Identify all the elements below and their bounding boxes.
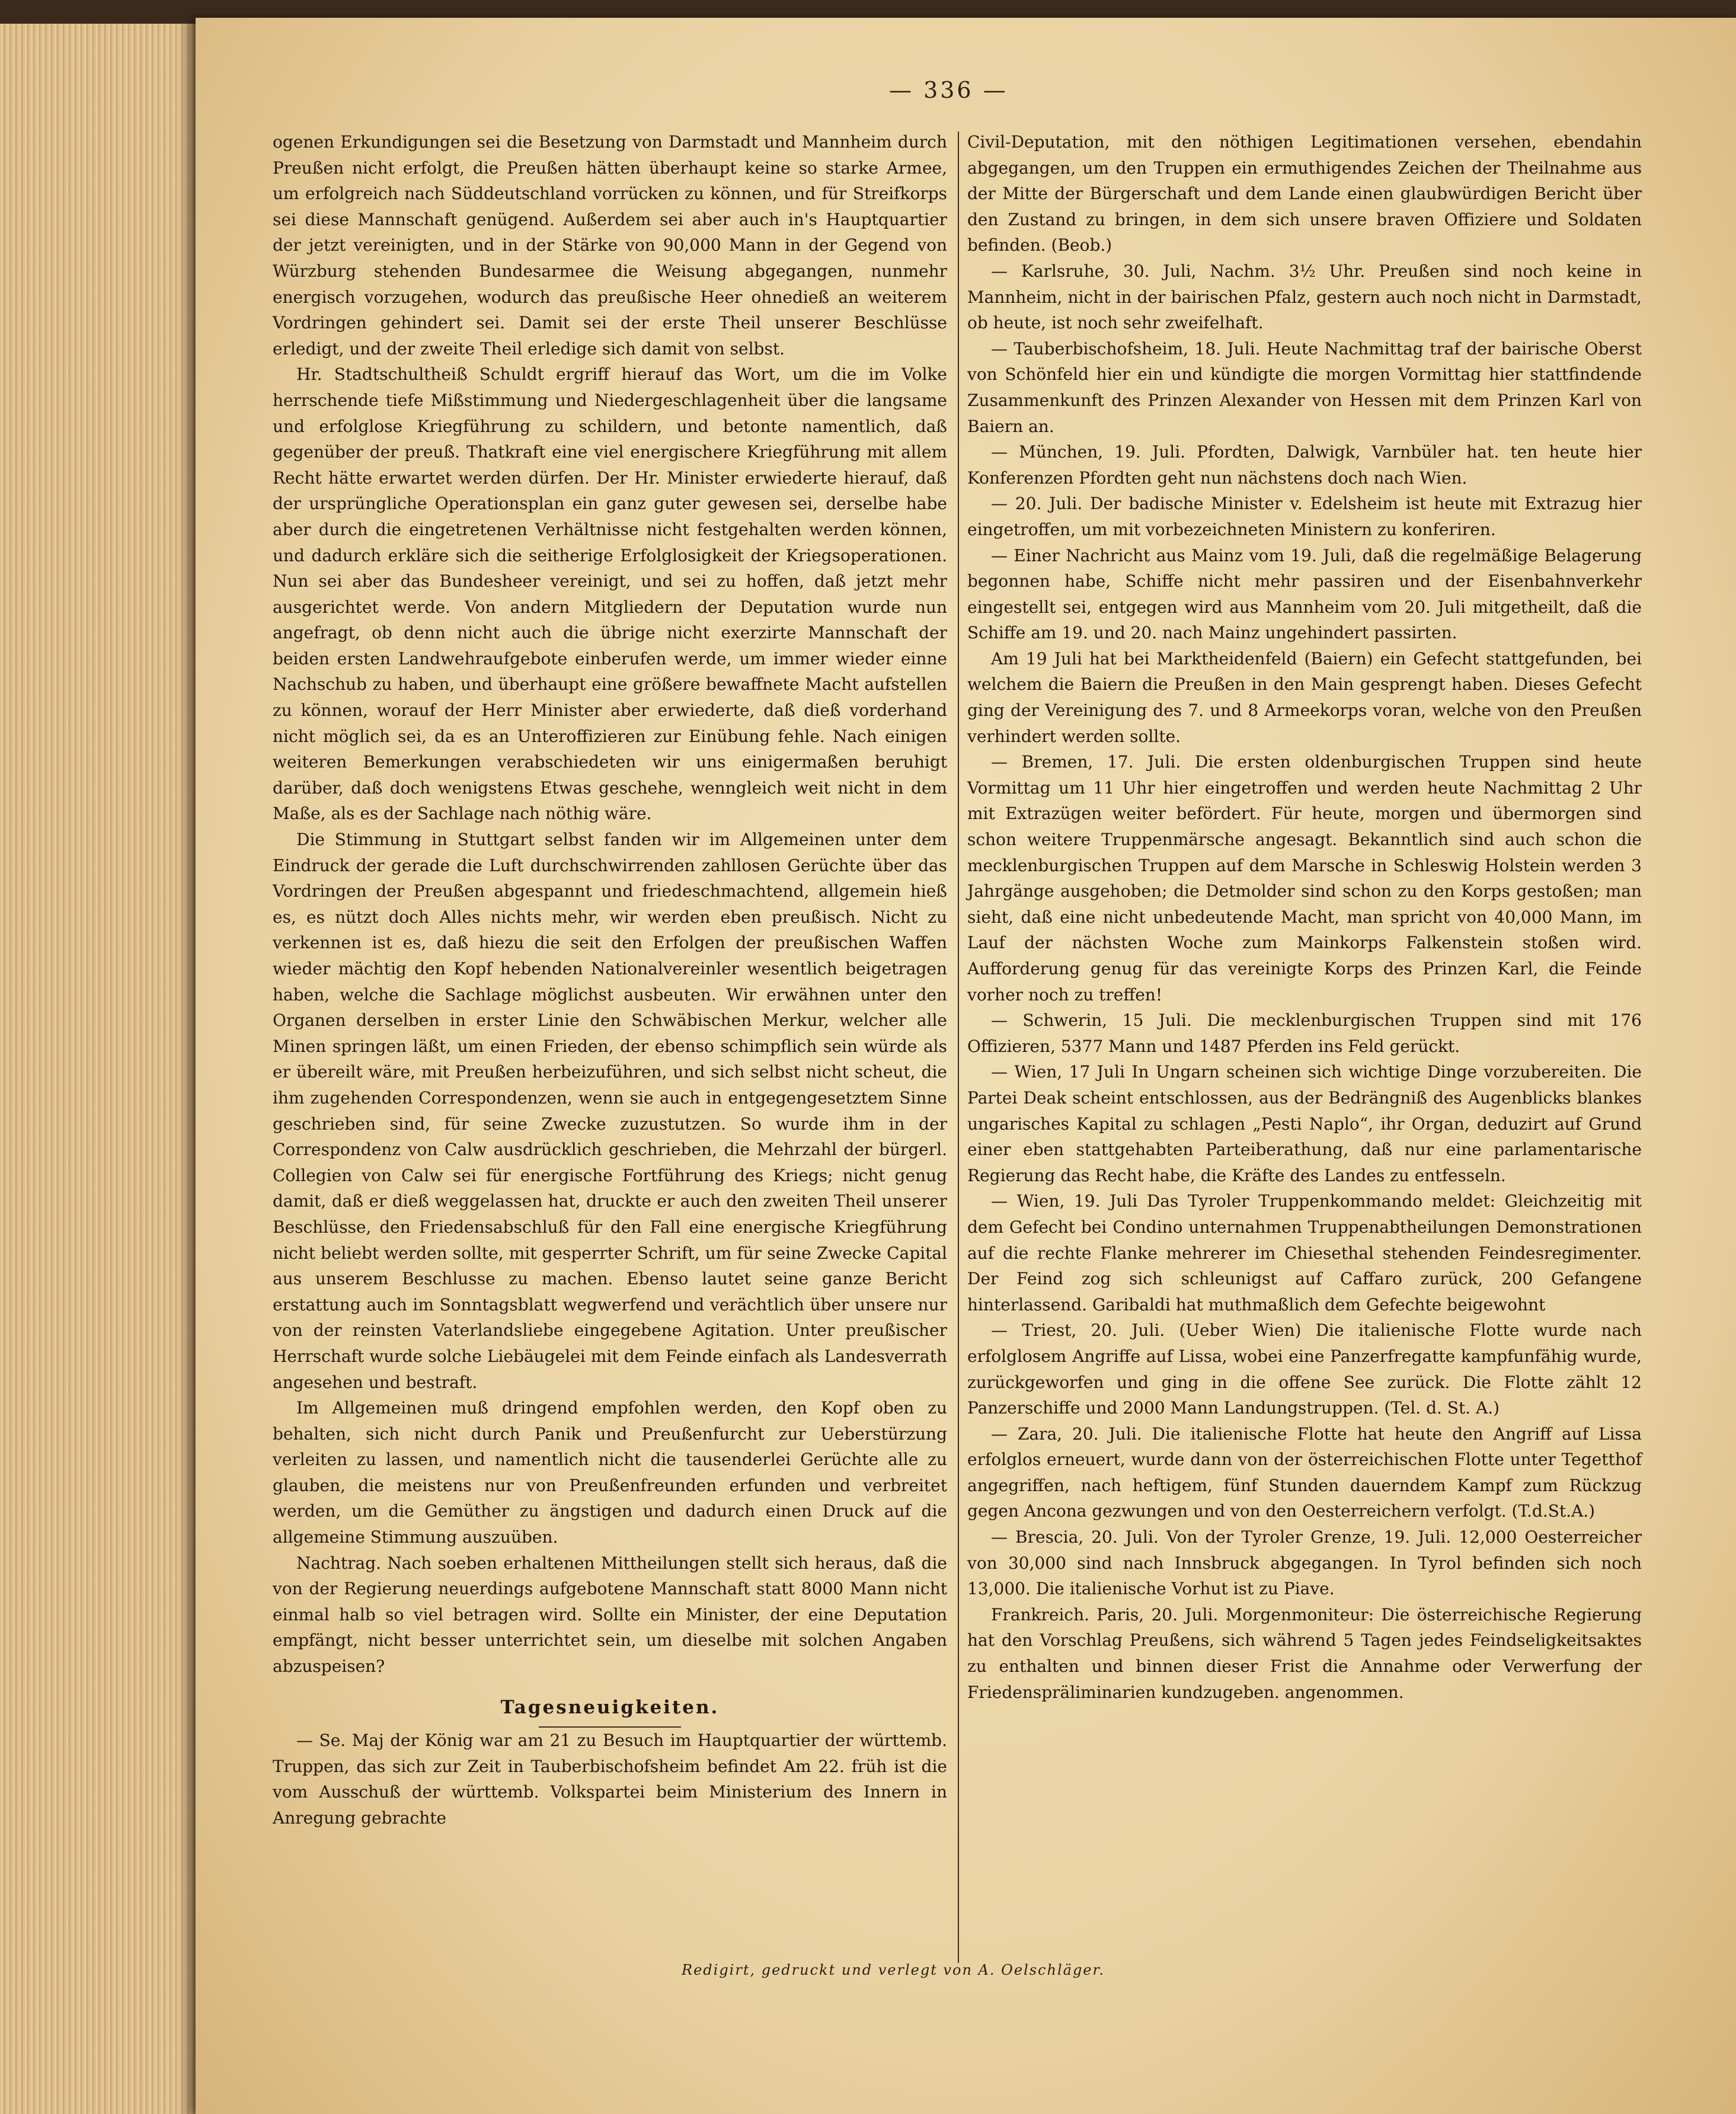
page-number: — 336 —: [889, 77, 1008, 103]
page-edges-stack: [0, 24, 202, 2114]
right-paragraph: — Wien, 17 Juli In Ungarn scheinen sich wichtige Dinge vorzubereiten. Die Partei Deak scheint entschlossen, aus der Bedrängniß des Augenblicks blankes ungarisches Kapital zu schlagen „Pesti Naplo“, ihr Organ, deduzirt auf Grund einer eben stattgehabten Parteiberathung, daß nur eine parlamentarische Regierung das Recht habe, die Kräfte des Landes zu entfesseln.: [967, 1062, 1642, 1185]
left-paragraph: Nachtrag. Nach soeben erhaltenen Mittheilungen stellt sich heraus, daß die von der Regierung neuerdings aufgebotene Mannschaft statt 8000 Mann nicht einmal halb so viel betragen wird. Sollte ein Minister, der eine Deputation empfängt, nicht besser unterrichtet sein, um dieselbe mit solchen Angaben abzuspeisen?: [273, 1553, 947, 1677]
right-paragraph: Frankreich. Paris, 20. Juli. Morgenmoniteur: Die österreichische Regierung hat den Vorschlag Preußens, sich während 5 Tagen jedes Feindseligkeitsaktes zu enthalten und binnen dieser Frist die Annahme oder Verwerfung der Friedenspräliminarien kundzugeben. angenommen.: [967, 1604, 1642, 1702]
right-paragraph: — Bremen, 17. Juli. Die ersten oldenburgischen Truppen sind heute Vormittag um 11 Uhr hier eingetroffen und werden heute Nachmittag 2 Uhr mit Extrazügen weiter befördert. Für heute, morgen und übermorgen sind schon weitere Truppenmärsche angesagt. Bekanntlich sind auch schon die mecklenburgischen Truppen auf dem Marsche in Schleswig Holstein werden 3 Jahrgänge ausgehoben; die Detmolder sind schon zu den Korps gestoßen; man sieht, daß eine nicht unbedeutende Macht, man spricht von 40,000 Mann, im Lauf der nächsten Woche zum Mainkorps Falkenstein stoßen wird. Aufforderung genug für das vereinigte Korps des Prinzen Karl, die Feinde vorher noch zu treffen!: [967, 752, 1642, 1005]
column-divider: [958, 132, 959, 1963]
left-paragraph: — Se. Maj der König war am 21 zu Besuch im Hauptquartier der württemb. Truppen, das sich zur Zeit in Tauberbischofsheim befindet Am 22. früh ist die vom Ausschuß der württemb. Volkspartei beim Ministerium des Innern in Anregung gebrachte: [273, 1731, 947, 1828]
imprint-line: Redigirt, gedruckt und verlegt von A. Oelschläger.: [682, 1962, 1105, 1978]
right-paragraph: Civil-Deputation, mit den nöthigen Legitimationen versehen, ebendahin abgegangen, um den Truppen ein ermuthigendes Zeichen der Theilnahme aus der Mitte der Bürgerschaft und dem Lande einen glaubwürdigen Bericht über den Zustand zu bringen, in dem sich unsere braven Offiziere und Soldaten befinden. (Beob.): [967, 132, 1642, 255]
right-paragraph: — Einer Nachricht aus Mainz vom 19. Juli, daß die regelmäßige Belagerung begonnen habe, Schiffe nicht mehr passiren und der Eisenbahnverkehr eingestellt sei, entgegen wird aus Mannheim vom 20. Juli mitgetheilt, daß die Schiffe am 19. und 20. nach Mainz ungehindert passirten.: [967, 545, 1642, 643]
right-paragraph: — 20. Juli. Der badische Minister v. Edelsheim ist heute mit Extrazug hier eingetroffen, um mit vorbezeichneten Ministern zu konferiren.: [967, 494, 1642, 539]
section-heading: Tagesneuigkeiten.: [500, 1696, 720, 1718]
left-paragraph: Die Stimmung in Stuttgart selbst fanden wir im Allgemeinen unter dem Eindruck der gerade die Luft durchschwirrenden zahllosen Gerüchte über das Vordringen der Preußen abgespannt und friedeschmachtend, allgemein hieß es, es nützt doch Alles nichts mehr, wir werden eben preußisch. Nicht zu verkennen ist es, daß hiezu die seit den Erfolgen der preußischen Waffen wieder mächtig den Kopf hebenden Nationalvereinler wesentlich beigetragen haben, welche die Sachlage möglichst ausbeuten. Wir erwähnen unter den Organen derselben in erster Linie den Schwäbischen Merkur, welcher alle Minen springen läßt, um einen Frieden, der ebenso schimpflich sein würde als er übereilt wäre, mit Preußen herbeizuführen, und sich selbst nicht scheut, die ihm zugehenden Correspondenzen, wenn sie auch in entgegengesetztem Sinne geschrieben sind, für seine Zwecke zuzustutzen. So wurde ihm in der Correspondenz von Calw ausdrücklich geschrieben, die Mehrzahl der bürgerl. Collegien von Calw sei für energische Fortführung des Kriegs; nicht genug damit, daß er dieß weggelassen hat, druckte er auch den zweiten Theil unserer Beschlüsse, den Friedensabschluß für den Fall eine energische Kriegführung nicht beliebt werden sollte, mit gesperrter Schrift, um für seine Zwecke Capital aus unserem Beschlusse zu machen. Ebenso lautet seine ganze Bericht erstattung auch im Sonntagsblatt wegwerfend und verächtlich über unsere nur von der reinsten Vaterlandsliebe eingegebene Agitation. Unter preußischer Herrschaft wurde solche Liebäugelei mit dem Feinde einfach als Landesverrath angesehen und bestraft.: [273, 830, 947, 1392]
right-paragraph: — Tauberbischofsheim, 18. Juli. Heute Nachmittag traf der bairische Oberst von Schönfeld hier ein und kündigte die morgen Vormittag hier stattfindende Zusammenkunft des Prinzen Alexander von Hessen mit dem Prinzen Karl von Baiern an.: [967, 338, 1642, 436]
right-paragraph: — Triest, 20. Juli. (Ueber Wien) Die italienische Flotte wurde nach erfolglosem Angriffe auf Lissa, wobei eine Panzerfregatte kampfunfähig wurde, zurückgeworfen und ging in die offene See zurück. Die Flotte zählt 12 Panzerschiffe und 2000 Mann Landungstruppen. (Tel. d. St. A.): [967, 1320, 1642, 1418]
left-paragraph: ogenen Erkundigungen sei die Besetzung von Darmstadt und Mannheim durch Preußen nicht erfolgt, die Preußen hätten überhaupt keine so starke Armee, um erfolgreich nach Süddeutschland vorrücken zu können, und für Streifkorps sei diese Mannschaft genügend. Außerdem sei aber auch in's Hauptquartier der jetzt vereinigten, und in der Stärke von 90,000 Mann in der Gegend von Würzburg stehenden Bundesarmee die Weisung abgegangen, nunmehr energisch vorzugehen, wodurch das preußische Heer ohnedieß an weiterem Vordringen gehindert sei. Damit sei der erste Theil unserer Beschlüsse erledigt, und der zweite Theil erledige sich damit von selbst.: [273, 132, 947, 359]
right-paragraph: — Zara, 20. Juli. Die italienische Flotte hat heute den Angriff auf Lissa erfolglos erneuert, wurde dann von der österreichischen Flotte unter Tegetthof angegriffen, nach heftigem, fünf Stunden dauerndem Kampf zum Rückzug gegen Ancona gezwungen und von den Oesterreichern verfolgt. (T.d.St.A.): [967, 1424, 1642, 1521]
right-paragraph: — Karlsruhe, 30. Juli, Nachm. 3½ Uhr. Preußen sind noch keine in Mannheim, nicht in der bairischen Pfalz, gestern auch noch nicht in Darmstadt, ob heute, ist noch sehr zweifelhaft.: [967, 261, 1642, 333]
left-paragraph: Hr. Stadtschultheiß Schuldt ergriff hierauf das Wort, um die im Volke herrschende tiefe Mißstimmung und Niedergeschlagenheit über die langsame und erfolglose Kriegführung zu schildern, und betonte namentlich, daß gegenüber der preuß. Thatkraft eine viel energischere Kriegführung mit allem Recht hätte erwartet werden dürfen. Der Hr. Minister erwiederte hierauf, daß der ursprüngliche Operationsplan ein ganz guter gewesen sei, derselbe habe aber durch die eingetretenen Verhältnisse nicht festgehalten werden können, und dadurch erkläre sich die seitherige Erfolglosigkeit der Kriegsoperationen. Nun sei aber das Bundesheer vereinigt, und sei zu hoffen, daß jetzt mehr ausgerichtet werde. Von andern Mitgliedern der Deputation wurde nun angefragt, ob denn nicht auch die übrige nicht exerzirte Mannschaft der beiden ersten Landwehraufgebote einberufen werde, um immer wieder einne Nachschub zu haben, und überhaupt eine größere bewaffnete Macht aufstellen zu können, worauf der Herr Minister aber erwiederte, daß dieß vorderhand nicht möglich sei, da es an Unteroffizieren zur Einübung fehle. Nach einigen weiteren Bemerkungen verabschiedeten wir uns einigermaßen beruhigt darüber, daß doch wenigstens Etwas geschehe, wenngleich weit nicht in dem Maße, als es der Sachlage nach nöthig wäre.: [273, 364, 947, 824]
left-column: [273, 129, 947, 1831]
left-paragraph: Im Allgemeinen muß dringend empfohlen werden, den Kopf oben zu behalten, sich nicht durch Panik und Preußenfurcht zur Ueberstürzung verleiten zu lassen, und namentlich nicht die tausenderlei Gerüchte alle zu glauben, die meistens nur von Preußenfreunden erfunden und verbreitet werden, um die Gemüther zu ängstigen und dadurch einen Druck auf die allgemeine Stimmung auszuüben.: [273, 1398, 947, 1547]
right-paragraph: Am 19 Juli hat bei Marktheidenfeld (Baiern) ein Gefecht stattgefunden, bei welchem die Baiern die Preußen in den Main gesprengt haben. Dieses Gefecht ging der Vereinigung des 7. und 8 Armeekorps voran, welche von den Preußen verhindert werden sollte.: [967, 648, 1642, 746]
right-paragraph: — Wien, 19. Juli Das Tyroler Truppenkommando meldet: Gleichzeitig mit dem Gefecht bei Condino unternahmen Truppenabtheilungen Demonstrationen auf die rechte Flanke mehrerer im Chiesethal stehenden Feindesregimenter. Der Feind zog sich schleunigst auf Caffaro zurück, 200 Gefangene hinterlassend. Garibaldi hat muthmaßlich dem Gefechte beigewohnt: [967, 1191, 1642, 1315]
right-paragraph: — Schwerin, 15 Juli. Die mecklenburgischen Truppen sind mit 176 Offizieren, 5377 Mann und 1487 Pferden ins Feld gerückt.: [967, 1010, 1642, 1056]
right-column: [967, 129, 1642, 1705]
right-paragraph: — Brescia, 20. Juli. Von der Tyroler Grenze, 19. Juli. 12,000 Oesterreicher von 30,000 sind nach Innsbruck abgegangen. In Tyrol befinden sich noch 13,000. Die italienische Vorhut ist zu Piave.: [967, 1527, 1642, 1599]
right-paragraph: — München, 19. Juli. Pfordten, Dalwigk, Varnbüler hat. ten heute hier Konferenzen Pfordten geht nun nächstens doch nach Wien.: [967, 442, 1642, 488]
